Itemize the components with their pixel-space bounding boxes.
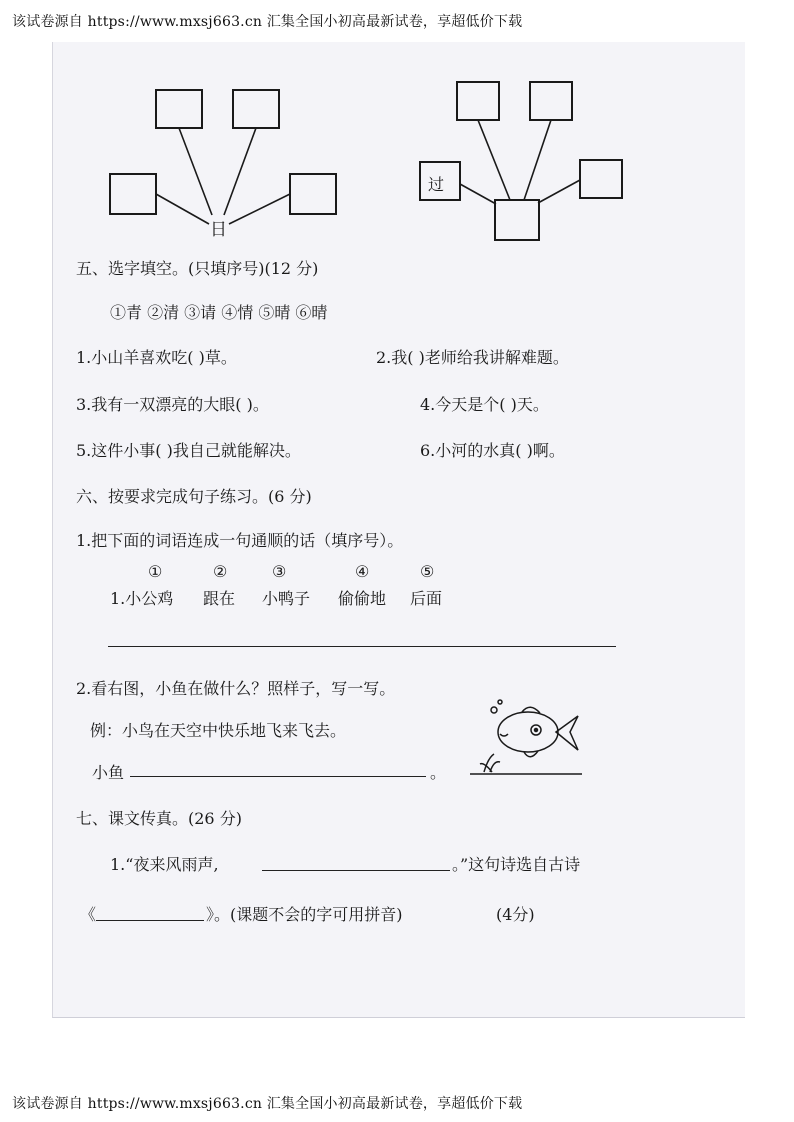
left-diagram-box-left xyxy=(110,174,156,214)
word-number-4: ④ xyxy=(355,562,370,581)
section5-question-6: 6.小河的水真( )啊。 xyxy=(420,441,565,460)
fish-illustration-icon xyxy=(470,696,590,786)
section6-question-2: 2.看右图，小鱼在做什么？照样子，写一写。 xyxy=(76,679,396,698)
header-banner: 该试卷源自 https://www.mxsj663.cn 汇集全国小初高最新试卷，享超低价下载 xyxy=(12,14,523,30)
left-diagram-box-top-left xyxy=(156,90,202,128)
section6-question-1: 1.把下面的词语连成一句通顺的话（填序号）。 xyxy=(76,531,404,550)
example-sentence: 例：小鸟在天空中快乐地飞来飞去。 xyxy=(90,721,347,740)
word-number-3: ③ xyxy=(272,562,287,581)
right-diagram-box-right xyxy=(580,160,622,198)
poem-question-part-1: 1.“夜来风雨声, xyxy=(110,855,219,874)
fish-sentence-prefix: 小鱼 xyxy=(92,763,125,782)
left-diagram-box-right xyxy=(290,174,336,214)
right-diagram-box-top-right xyxy=(530,82,572,120)
section5-question-1: 1.小山羊喜欢吃( )草。 xyxy=(76,348,237,367)
section5-title: 五、选字填空。(只填序号)(12 分) xyxy=(76,259,319,278)
word-number-1: ① xyxy=(148,562,163,581)
sentence-answer-line[interactable] xyxy=(108,646,616,647)
poem-title-open-bracket: 《 xyxy=(80,905,97,924)
poem-line-answer[interactable] xyxy=(262,870,450,871)
right-diagram-box-top-left xyxy=(457,82,499,120)
poem-title-close-bracket: 》。(课题不会的字可用拼音) xyxy=(206,905,403,924)
poem-title-answer[interactable] xyxy=(96,920,204,921)
footer-banner: 该试卷源自 https://www.mxsj663.cn 汇集全国小初高最新试卷，享超低价下载 xyxy=(12,1096,523,1112)
fish-sentence-answer-line[interactable] xyxy=(130,776,426,777)
left-diagram-center-char: 日 xyxy=(210,220,227,240)
poem-question-score: (4分) xyxy=(496,905,535,924)
word-5: 后面 xyxy=(410,589,443,608)
poem-question-part-2: 。”这句诗选自古诗 xyxy=(452,855,581,874)
section5-options: ①青 ②清 ③请 ④情 ⑤晴 ⑥晴 xyxy=(110,303,328,322)
word-1: 1.小公鸡 xyxy=(110,589,174,608)
word-2: 跟在 xyxy=(203,589,236,608)
section5-question-4: 4.今天是个( )天。 xyxy=(420,395,549,414)
section6-title: 六、按要求完成句子练习。(6 分) xyxy=(76,487,312,506)
right-diagram-box-char: 过 xyxy=(428,175,445,194)
section5-question-3: 3.我有一双漂亮的大眼( )。 xyxy=(76,395,269,414)
word-3: 小鸭子 xyxy=(262,589,311,608)
section5-question-2: 2.我( )老师给我讲解难题。 xyxy=(376,348,569,367)
fish-sentence-suffix: 。 xyxy=(430,763,447,782)
section5-question-5: 5.这件小事( )我自己就能解决。 xyxy=(76,441,301,460)
word-4: 偷偷地 xyxy=(338,589,387,608)
word-number-5: ⑤ xyxy=(420,562,435,581)
section7-title: 七、课文传真。(26 分) xyxy=(76,809,242,828)
right-diagram-box-bottom xyxy=(495,200,539,240)
left-diagram-box-top-right xyxy=(233,90,279,128)
word-number-2: ② xyxy=(213,562,228,581)
